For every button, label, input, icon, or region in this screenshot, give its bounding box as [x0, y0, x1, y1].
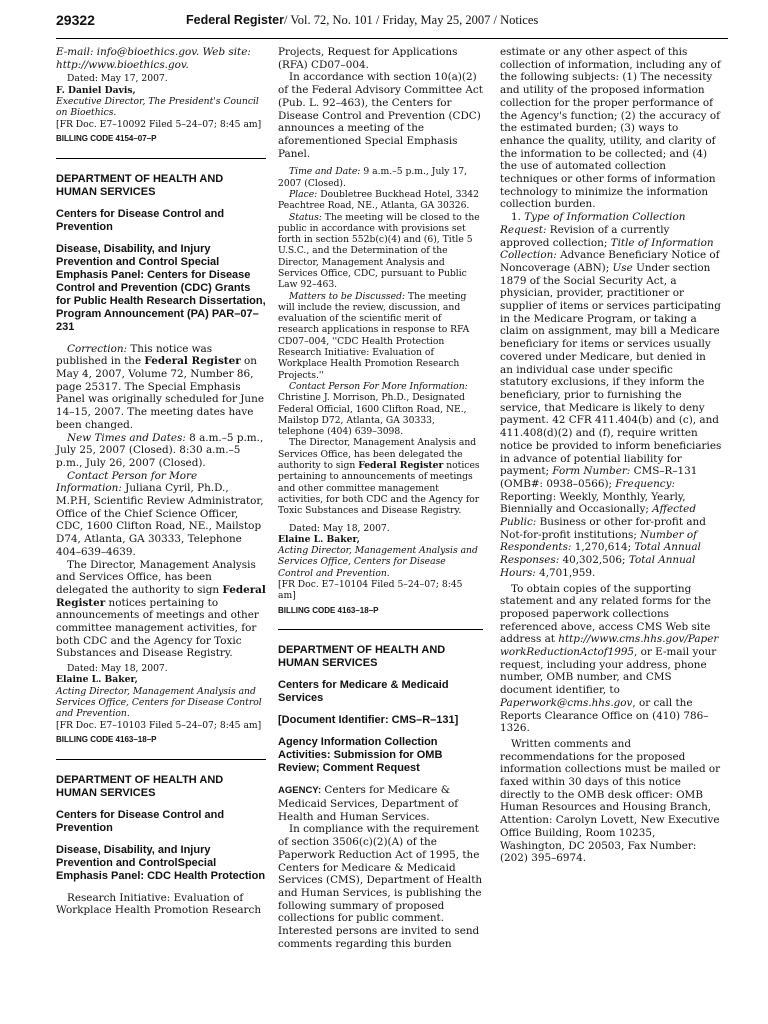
cms-website-link[interactable]: http://www.cms.hhs.gov/PaperworkReductionActof1995 — [500, 633, 719, 659]
paperwork-email-link[interactable]: Paperwork@cms.hhs.gov — [500, 696, 633, 709]
continued-text: Projects, Request for Applications (RFA) CD07–004. — [278, 46, 458, 71]
billing-code: BILLING CODE 4163–18–P — [56, 734, 157, 744]
column-1 — [56, 46, 266, 917]
matters-paragraph: Matters to be Discussed: The meeting will include the review, discussion, and evaluation of the scientific merit of research applications in response to RFA CD07–004, ''CDC Health Protection Research Initiative: Evaluation of Workplace Health Promotion Research Projects.'' — [278, 290, 470, 381]
compliance-paragraph: In compliance with the requirement of section 3506(c)(2)(A) of the Paperwork Reduction Act of 1995, the Centers for Medicare & Medicaid Services (CMS), Department of Health and Human Services, is publishing the following summary of proposed collections for public comment. Interested persons are invited to send comments regarding this burden — [278, 823, 483, 950]
department-heading: DEPARTMENT OF HEALTH AND HUMAN SERVICES — [56, 773, 224, 799]
correction-paragraph: Correction: This notice was published in the Federal Register on May 4, 2007, Volume 72, Number 86, page 25317. The Special Emphasis Panel was originally scheduled for June 14–15, 2007. The meeting dates have been changed. — [56, 342, 264, 431]
dated-line: Dated: May 18, 2007. — [289, 522, 390, 534]
comments-paragraph: Written comments and recommendations for the proposed information collections must be mailed or faxed within 30 days of this notice directly to the OMB desk officer: OMB Human Resources and Housing Branch, Attention: Carolyn Lovett, New Executive Office Building, Room 10235, Washington, DC 20503, Fax Number: (202) 395–6974. — [500, 737, 721, 865]
signer-title: Executive Director, The President's Council on Bioethics. — [56, 96, 259, 119]
billing-code: BILLING CODE 4154–07–P — [56, 133, 157, 143]
department-heading: DEPARTMENT OF HEALTH AND HUMAN SERVICES — [278, 644, 446, 670]
new-times-paragraph: New Times and Dates: 8 a.m.–5 p.m., July 25, 2007 (Closed). 8:30 a.m.–5 p.m., July 26, 2007 (Closed). — [56, 431, 264, 469]
journal-title: Federal Register — [186, 13, 284, 27]
research-paragraph: Research Initiative: Evaluation of Workplace Health Promotion Research — [56, 891, 262, 917]
section-divider — [56, 158, 266, 159]
website-line: http://www.bioethics.gov. — [56, 58, 189, 71]
header-rule — [56, 38, 728, 39]
page-header — [56, 12, 728, 34]
agency-heading: Centers for Medicare & Medicaid Services — [278, 679, 449, 705]
continued-text: estimate or any other aspect of this collection of information, including any of the following subjects: (1) The necessity and utility of the proposed information collection for the proper performance of the Agency's function; (2) the accuracy of the estimated burden; (3) ways to enhance the quality, utility, and clarity of the information to be collected; and (4) the use of automated collection techniques or other forms of information technology to minimize the information collection burden. — [500, 46, 721, 211]
fr-doc-line: [FR Doc. E7–10092 Filed 5–24–07; 8:45 am] — [56, 118, 262, 130]
notice-title: Disease, Disability, and Injury Prevention and ControlSpecial Emphasis Panel: CDC Health Protection — [56, 843, 266, 882]
contact-paragraph: Contact Person For More Information: Christine J. Morrison, Ph.D., Designated Federal Official, 1600 Clifton Road, NE., Mailstop D72, Atlanta, GA 30333, telephone (404) 639–3098. — [278, 380, 468, 438]
dated-line: Dated: May 17, 2007. — [67, 73, 168, 85]
agency-heading: Centers for Disease Control and Prevention — [56, 207, 225, 233]
signer-title: Acting Director, Management Analysis and Services Office, Centers for Disease Control and Prevention. — [278, 545, 478, 579]
column-2 — [278, 46, 483, 950]
place-paragraph: Place: Doubletree Buckhead Hotel, 3342 Peachtree Road, NE., Atlanta, GA 30326. — [278, 188, 480, 212]
announcement-paragraph: In accordance with section 10(a)(2) of the Federal Advisory Committee Act (Pub. L. 92–463), the Centers for Disease Control and Prevention (CDC) announces a meeting of the aforementioned Special Emphasis Panel. — [278, 71, 483, 160]
signer-title: Acting Director, Management Analysis and Services Office, Centers for Disease Control and Prevention. — [56, 685, 262, 720]
collection-details-paragraph: 1. Type of Information Collection Request: Revision of a currently approved collection; Title of Information Collection: Advance Beneficiary Notice of Noncoverage (ABN); Use Under section 1879 of the Social Security Act, a physician, provider, practitioner or supplier of items or services participating in the Medicare Program, or taking a claim on assignment, may bill a Medicare beneficiary for items or services usually covered under Medicare, but denied in an individual case under specific statutory exclusions, if they inform the beneficiary, prior to furnishing the service, that Medicare is likely to deny payment. 42 CFR 411.404(b) and (c), and 411.408(d)(2) and (f), require written notice be provided to inform beneficiaries in advance of potential liability for payment; Form Number: CMS–R–131 (OMB#: 0938–0566); Frequency: Reporting: Weekly, Monthly, Yearly, Biennially and Occasionally; Affected Public: Business or other for-profit and Not-for-profit institutions; Number of Respondents: 1,270,614; Total Annual Responses: 40,302,506; Total Annual Hours: 4,701,959. — [500, 211, 722, 579]
email-line: E-mail: info@bioethics.gov. Web site: — [56, 46, 251, 58]
signer-name: Elaine L. Baker, — [278, 533, 360, 545]
dated-line: Dated: May 18, 2007. — [67, 663, 168, 675]
billing-code: BILLING CODE 4163–18–P — [278, 605, 379, 615]
running-head — [186, 13, 538, 28]
delegation-paragraph: The Director, Management Analysis and Services Office, has been delegated the authority to sign Federal Register notices pertaining to announcements of meetings and other committee management activities, for both CDC and the Agency for Toxic Substances and Disease Registry. — [278, 437, 480, 517]
copies-paragraph: To obtain copies of the supporting statement and any related forms for the proposed paperwork collections referenced above, access CMS Web site address at http://www.cms.hhs.gov/PaperworkReductionActof1995, or E-mail your request, including your address, phone number, OMB number, and CMS document identifier, to Paperwork@cms.hhs.gov, or call the Reports Clearance Office on (410) 786–1326. — [500, 582, 719, 735]
time-date-paragraph: Time and Date: 9 a.m.–5 p.m., July 17, 2007 (Closed). — [278, 166, 468, 189]
section-divider — [278, 629, 483, 630]
fr-doc-line: [FR Doc. E7–10103 Filed 5–24–07; 8:45 am] — [56, 719, 262, 731]
fr-doc-line: [FR Doc. E7–10104 Filed 5–24–07; 8:45 am] — [278, 579, 463, 602]
status-paragraph: Status: The meeting will be closed to the public in accordance with provisions set forth in section 552b(c)(4) and (6), Title 5 U.S.C., and the Determination of the Director, Management Analysis and Services Office, CDC, pursuant to Public Law 92–463. — [278, 211, 480, 291]
notice-title: Disease, Disability, and Injury Prevention and Control Special Emphasis Panel: Centers for Disease Control and Prevention (CDC) Grants for Public Health Research Dissertation, Program Announcement (PA) PAR–07–231 — [56, 242, 266, 333]
department-heading: DEPARTMENT OF HEALTH AND HUMAN SERVICES — [56, 172, 224, 198]
signer-name: F. Daniel Davis, — [56, 84, 136, 96]
issue-info: / Vol. 72, No. 101 / Friday, May 25, 2007 / Notices — [283, 13, 539, 27]
delegation-paragraph: The Director, Management Analysis and Services Office, has been delegated the authority to sign Federal Register notices pertaining to announcements of meetings and other committee management activities, for both CDC and the Agency for Toxic Substances and Disease Registry. — [56, 558, 266, 660]
page-number: 29322 — [56, 12, 95, 28]
column-3 — [500, 46, 722, 865]
section-divider — [56, 759, 266, 760]
agency-paragraph: AGENCY: Centers for Medicare & Medicaid Services, Department of Health and Human Services. — [278, 784, 459, 823]
notice-title: Agency Information Collection Activities: Submission for OMB Review; Comment Request — [278, 736, 443, 775]
contact-paragraph: Contact Person for More Information: Juliana Cyril, Ph.D., M.P.H, Scientific Review Administrator, Office of the Chief Science Officer, CDC, 1600 Clifton Road, NE., Mailstop D74, Atlanta, GA 30333, Telephone 404–639–4639. — [56, 469, 264, 558]
signer-name: Elaine L. Baker, — [56, 674, 138, 686]
document-identifier: [Document Identifier: CMS–R–131] — [278, 714, 459, 727]
agency-heading: Centers for Disease Control and Prevention — [56, 808, 225, 834]
